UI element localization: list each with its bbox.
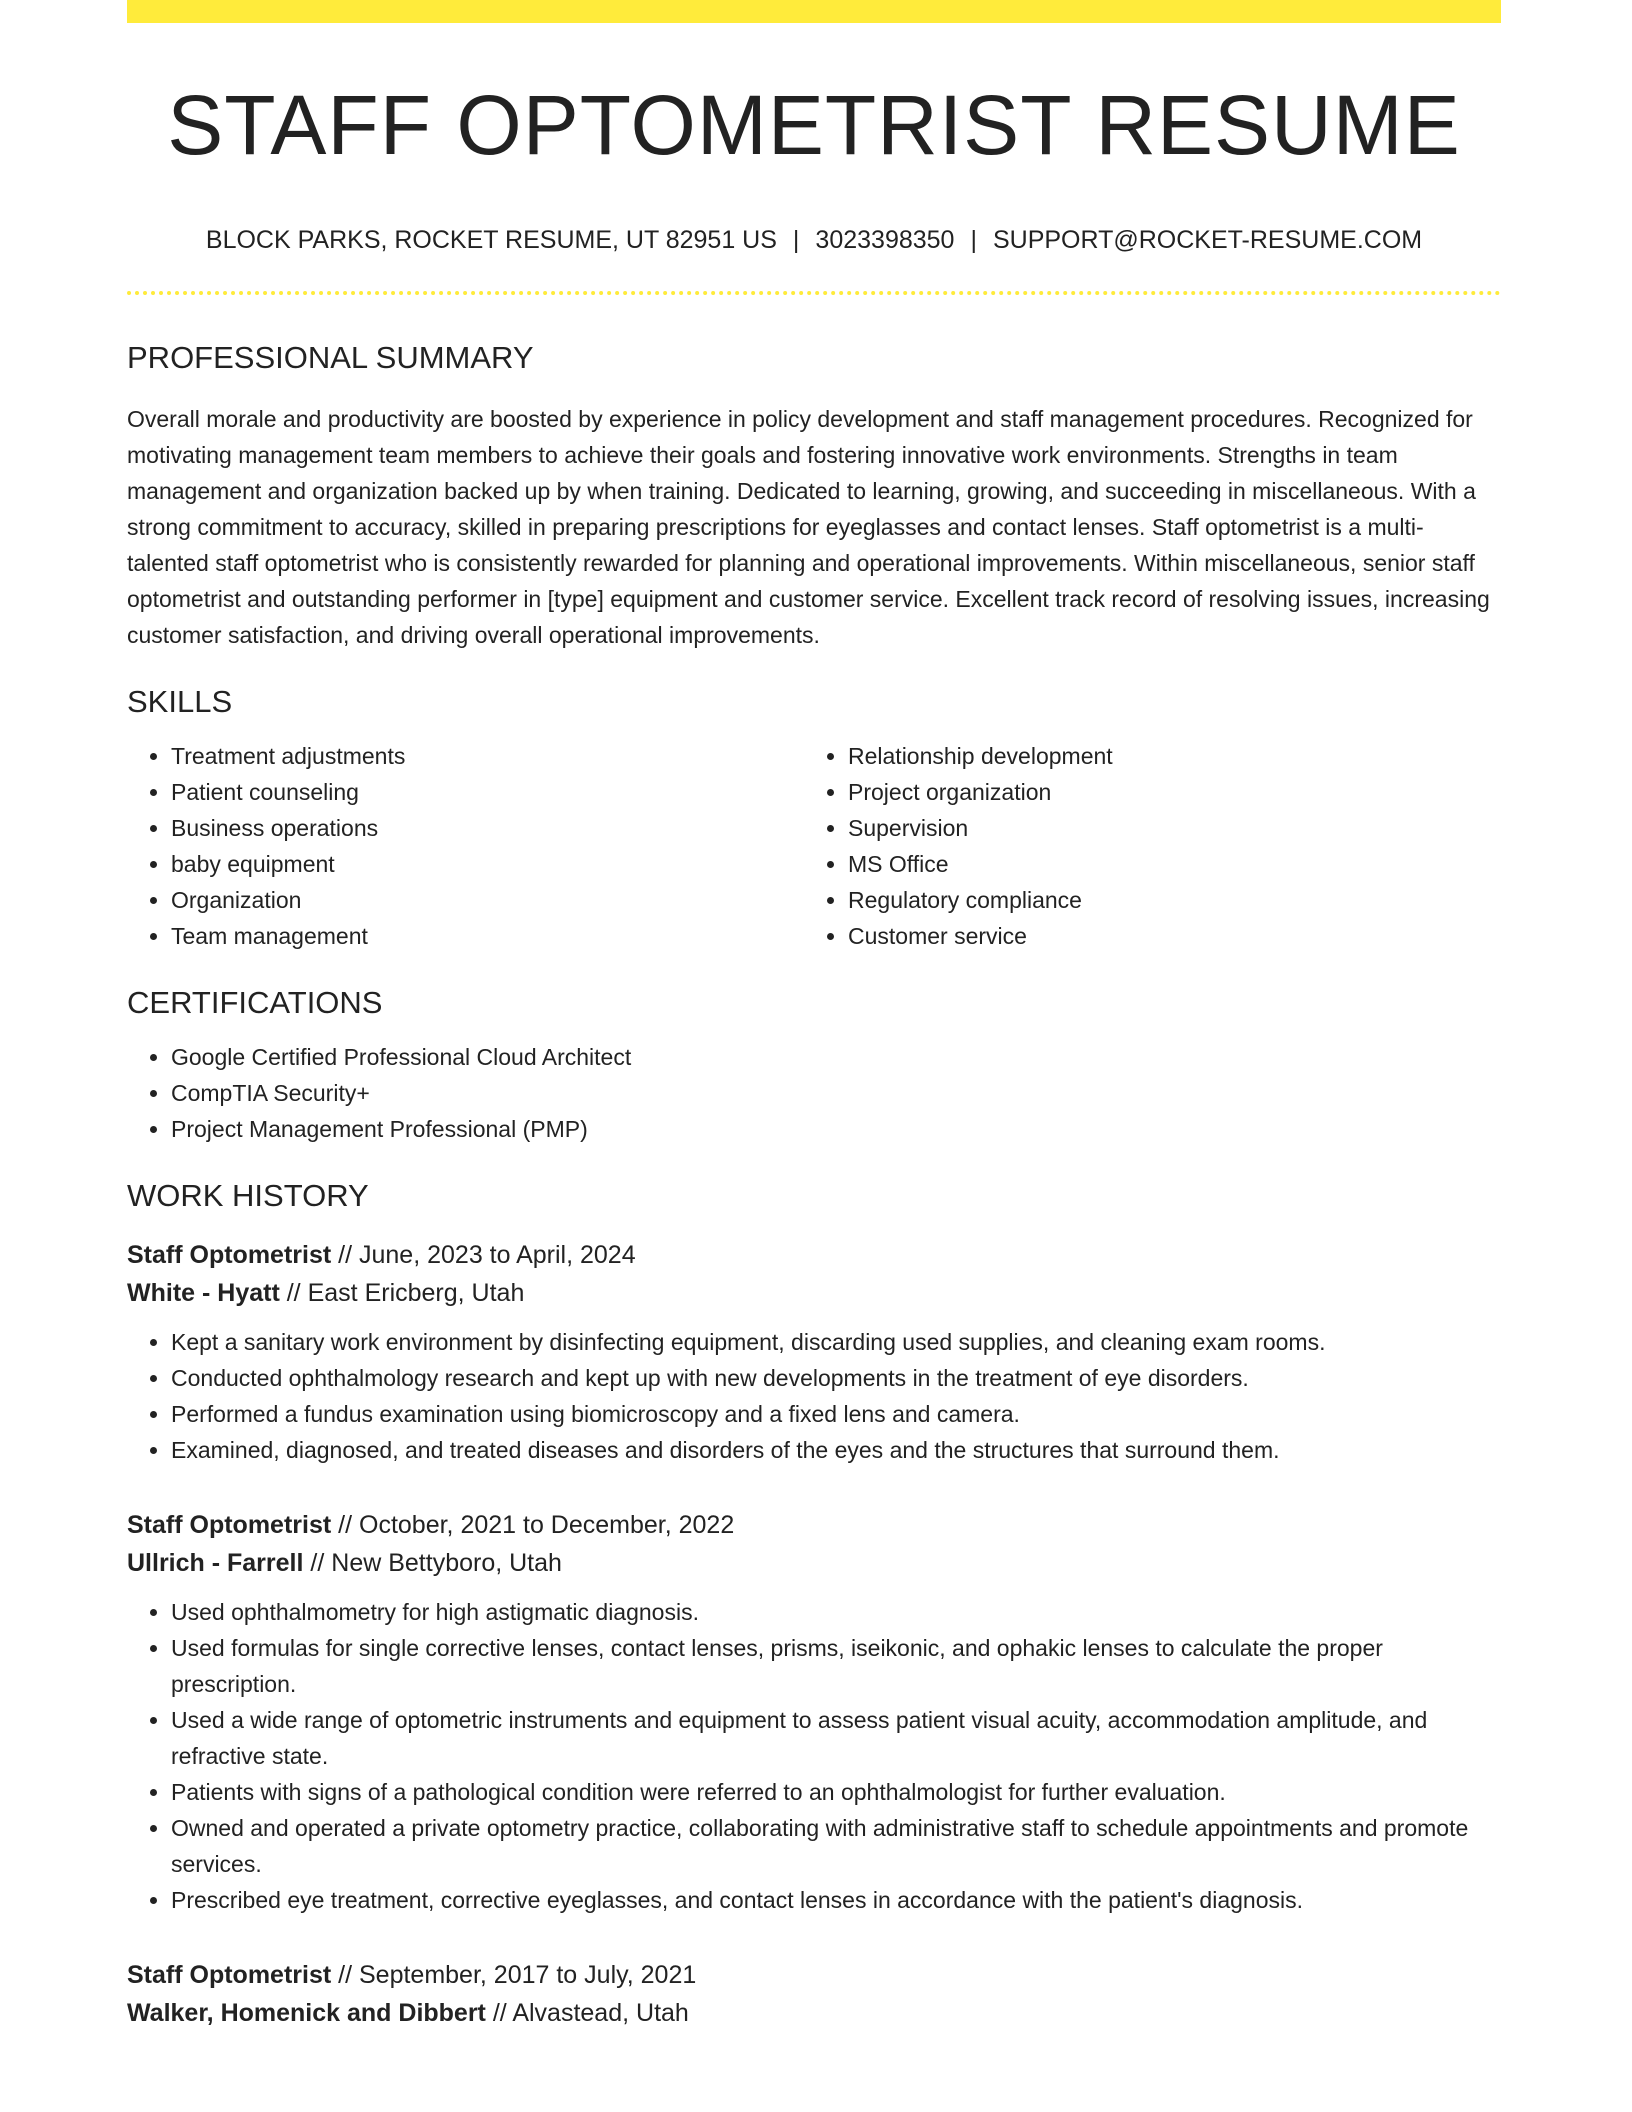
- skill-item: • Supervision: [848, 810, 1481, 846]
- job-bullet: • Performed a fundus examination using biomicroscopy and a fixed lens and camera.: [171, 1396, 1501, 1432]
- job-dates: October, 2021 to December, 2022: [359, 1511, 735, 1540]
- job-separator: //: [338, 1241, 353, 1270]
- job-company: Ullrich - Farrell: [127, 1549, 304, 1578]
- contact-separator: |: [792, 226, 800, 255]
- job-company-line: [127, 1544, 1501, 1582]
- job-bullet: • Examined, diagnosed, and treated diseases and disorders of the eyes and the structures that surround them.: [171, 1432, 1501, 1468]
- certifications-list: [127, 1039, 1501, 1147]
- job-bullet: • Conducted ophthalmology research and kept up with new developments in the treatment of eye disorders.: [171, 1360, 1501, 1396]
- job-company: White - Hyatt: [127, 1279, 280, 1308]
- job-dates: June, 2023 to April, 2024: [359, 1241, 636, 1270]
- job-bullet: • Patients with signs of a pathological condition were referred to an ophthalmologist for further evaluation.: [171, 1774, 1501, 1810]
- job-separator: //: [338, 1511, 353, 1540]
- contact-line: [127, 225, 1501, 255]
- skill-item: • MS Office: [848, 846, 1481, 882]
- skill-item: • Project organization: [848, 774, 1481, 810]
- skills-list-right: [804, 738, 1481, 954]
- job-location: East Ericberg, Utah: [307, 1279, 525, 1308]
- job-company-line: [127, 1994, 1501, 2032]
- skill-item: • Team management: [171, 918, 804, 954]
- job-bullet: • Prescribed eye treatment, corrective eyeglasses, and contact lenses in accordance with the patient's diagnosis.: [171, 1882, 1501, 1918]
- job-separator: //: [492, 1999, 507, 2028]
- skills-heading: SKILLS: [127, 683, 233, 719]
- job-entry: [127, 1236, 1501, 1468]
- job-title: Staff Optometrist: [127, 1961, 332, 1990]
- skill-item: • Patient counseling: [171, 774, 804, 810]
- skills-list-left: [127, 738, 804, 954]
- work-history-heading: WORK HISTORY: [127, 1177, 369, 1213]
- job-bullets: [127, 1594, 1501, 1918]
- job-location: New Bettyboro, Utah: [331, 1549, 562, 1578]
- job-entry: [127, 1956, 1501, 2032]
- summary-heading: PROFESSIONAL SUMMARY: [127, 340, 534, 376]
- job-bullet: • Used formulas for single corrective lenses, contact lenses, prisms, iseikonic, and ophakic lenses to calculate the proper prescription.: [171, 1630, 1501, 1702]
- contact-email: SUPPORT@ROCKET-RESUME.COM: [992, 226, 1423, 255]
- skill-item: • Business operations: [171, 810, 804, 846]
- skill-item: • Regulatory compliance: [848, 882, 1481, 918]
- job-dates: September, 2017 to July, 2021: [359, 1961, 697, 1990]
- job-bullets: [127, 1324, 1501, 1468]
- certifications-heading: CERTIFICATIONS: [127, 984, 383, 1020]
- job-bullet: • Used ophthalmometry for high astigmatic diagnosis.: [171, 1594, 1501, 1630]
- skill-item: • Relationship development: [848, 738, 1481, 774]
- job-bullet: • Kept a sanitary work environment by disinfecting equipment, discarding used supplies, and cleaning exam rooms.: [171, 1324, 1501, 1360]
- job-title-line: [127, 1506, 1501, 1544]
- job-title-line: [127, 1236, 1501, 1274]
- job-location: Alvastead, Utah: [512, 1999, 689, 2028]
- dotted-divider: [127, 291, 1501, 295]
- skills-columns: [127, 738, 1501, 954]
- job-title: Staff Optometrist: [127, 1241, 332, 1270]
- job-separator: //: [310, 1549, 325, 1578]
- job-entry: [127, 1506, 1501, 1918]
- job-company: Walker, Homenick and Dibbert: [127, 1999, 486, 2028]
- summary-text: Overall morale and productivity are boosted by experience in policy development and staff management procedures. Recognized for motivating management team members to achieve their goals and fostering innovative work environments. Strengths in team management and organization backed up by when training. Dedicated to learning, growing, and succeeding in miscellaneous. With a strong commitment to accuracy, skilled in preparing prescriptions for eyeglasses and contact lenses. Staff optometrist is a multi-talented staff optometrist who is consistently rewarded for planning and operational improvements. Within miscellaneous, senior staff optometrist and outstanding performer in [type] equipment and customer service. Excellent track record of resolving issues, increasing customer satisfaction, and driving overall operational improvements.: [127, 405, 1490, 648]
- job-separator: //: [286, 1279, 301, 1308]
- job-title-line: [127, 1956, 1501, 1994]
- resume-title: STAFF OPTOMETRIST RESUME: [167, 78, 1461, 172]
- accent-top-bar: [127, 0, 1501, 23]
- skill-item: • Organization: [171, 882, 804, 918]
- skill-item: • Customer service: [848, 918, 1481, 954]
- certification-item: • CompTIA Security+: [171, 1075, 1501, 1111]
- job-separator: //: [338, 1961, 353, 1990]
- resume-page: [127, 0, 1501, 2032]
- job-bullet: • Used a wide range of optometric instruments and equipment to assess patient visual acuity, accommodation amplitude, and refractive state.: [171, 1702, 1501, 1774]
- contact-address: BLOCK PARKS, ROCKET RESUME, UT 82951 US: [205, 226, 777, 255]
- job-company-line: [127, 1274, 1501, 1312]
- job-bullet: • Owned and operated a private optometry practice, collaborating with administrative staff to schedule appointments and promote services.: [171, 1810, 1501, 1882]
- contact-separator: |: [970, 226, 977, 255]
- certification-item: • Google Certified Professional Cloud Architect: [171, 1039, 1501, 1075]
- skill-item: • baby equipment: [171, 846, 804, 882]
- certification-item: • Project Management Professional (PMP): [171, 1111, 1501, 1147]
- job-title: Staff Optometrist: [127, 1511, 332, 1540]
- contact-phone: 3023398350: [815, 226, 955, 255]
- skill-item: • Treatment adjustments: [171, 738, 804, 774]
